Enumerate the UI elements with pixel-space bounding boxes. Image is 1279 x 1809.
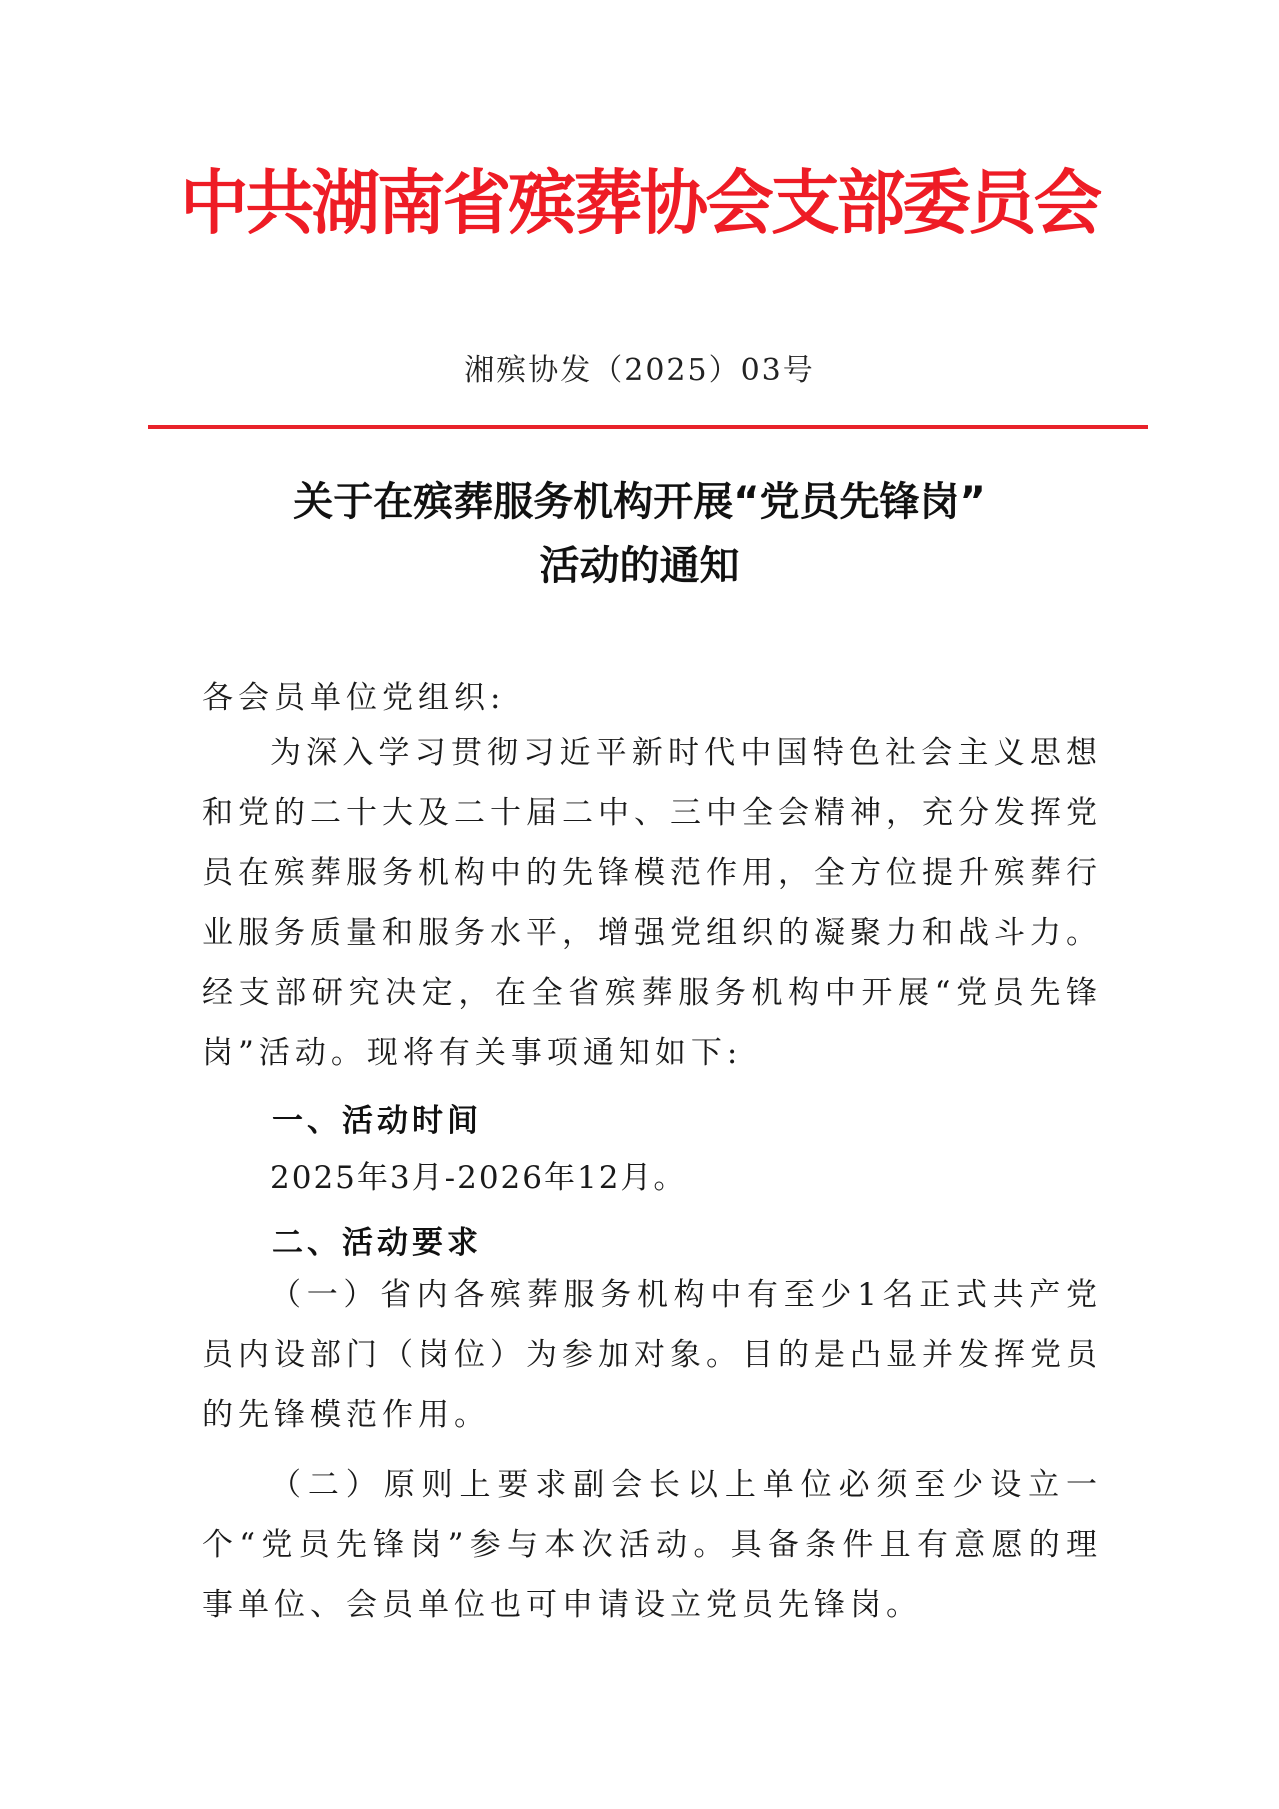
section-heading-time: 一、活动时间 [272,1103,482,1139]
section-heading-requirements: 二、活动要求 [272,1225,482,1261]
red-divider-line [148,425,1148,429]
document-number: 湘殡协发（2025）03号 [464,353,815,388]
title-line-1: 关于在殡葬服务机构开展“党员先锋岗” [293,479,986,525]
title-line-2: 活动的通知 [539,543,740,589]
salutation: 各会员单位党组织: [202,680,506,716]
requirement-item-1: （一）省内各殡葬服务机构中有至少1名正式共产党员内设部门（岗位）为参加对象。目的是凸显并发挥党员的先锋模范作用。 [202,1277,1102,1433]
intro-paragraph: 为深入学习贯彻习近平新时代中国特色社会主义思想和党的二十大及二十届二中、三中全会精神，充分发挥党员在殡葬服务机构中的先锋模范作用，全方位提升殡葬行业服务质量和服务水平，增强党组织的凝聚力和战斗力。经支部研究决定，在全省殡葬服务机构中开展“党员先锋岗”活动。现将有关事项通知如下: [202,735,1102,1071]
activity-time-text: 2025年3月-2026年12月。 [270,1160,687,1196]
document-title [0,470,1279,598]
organization-header: 中共湖南省殡葬协会支部委员会 [180,162,1100,244]
requirement-item-2: （二）原则上要求副会长以上单位必须至少设立一个“党员先锋岗”参与本次活动。具备条件且有意愿的理事单位、会员单位也可申请设立党员先锋岗。 [202,1467,1102,1623]
